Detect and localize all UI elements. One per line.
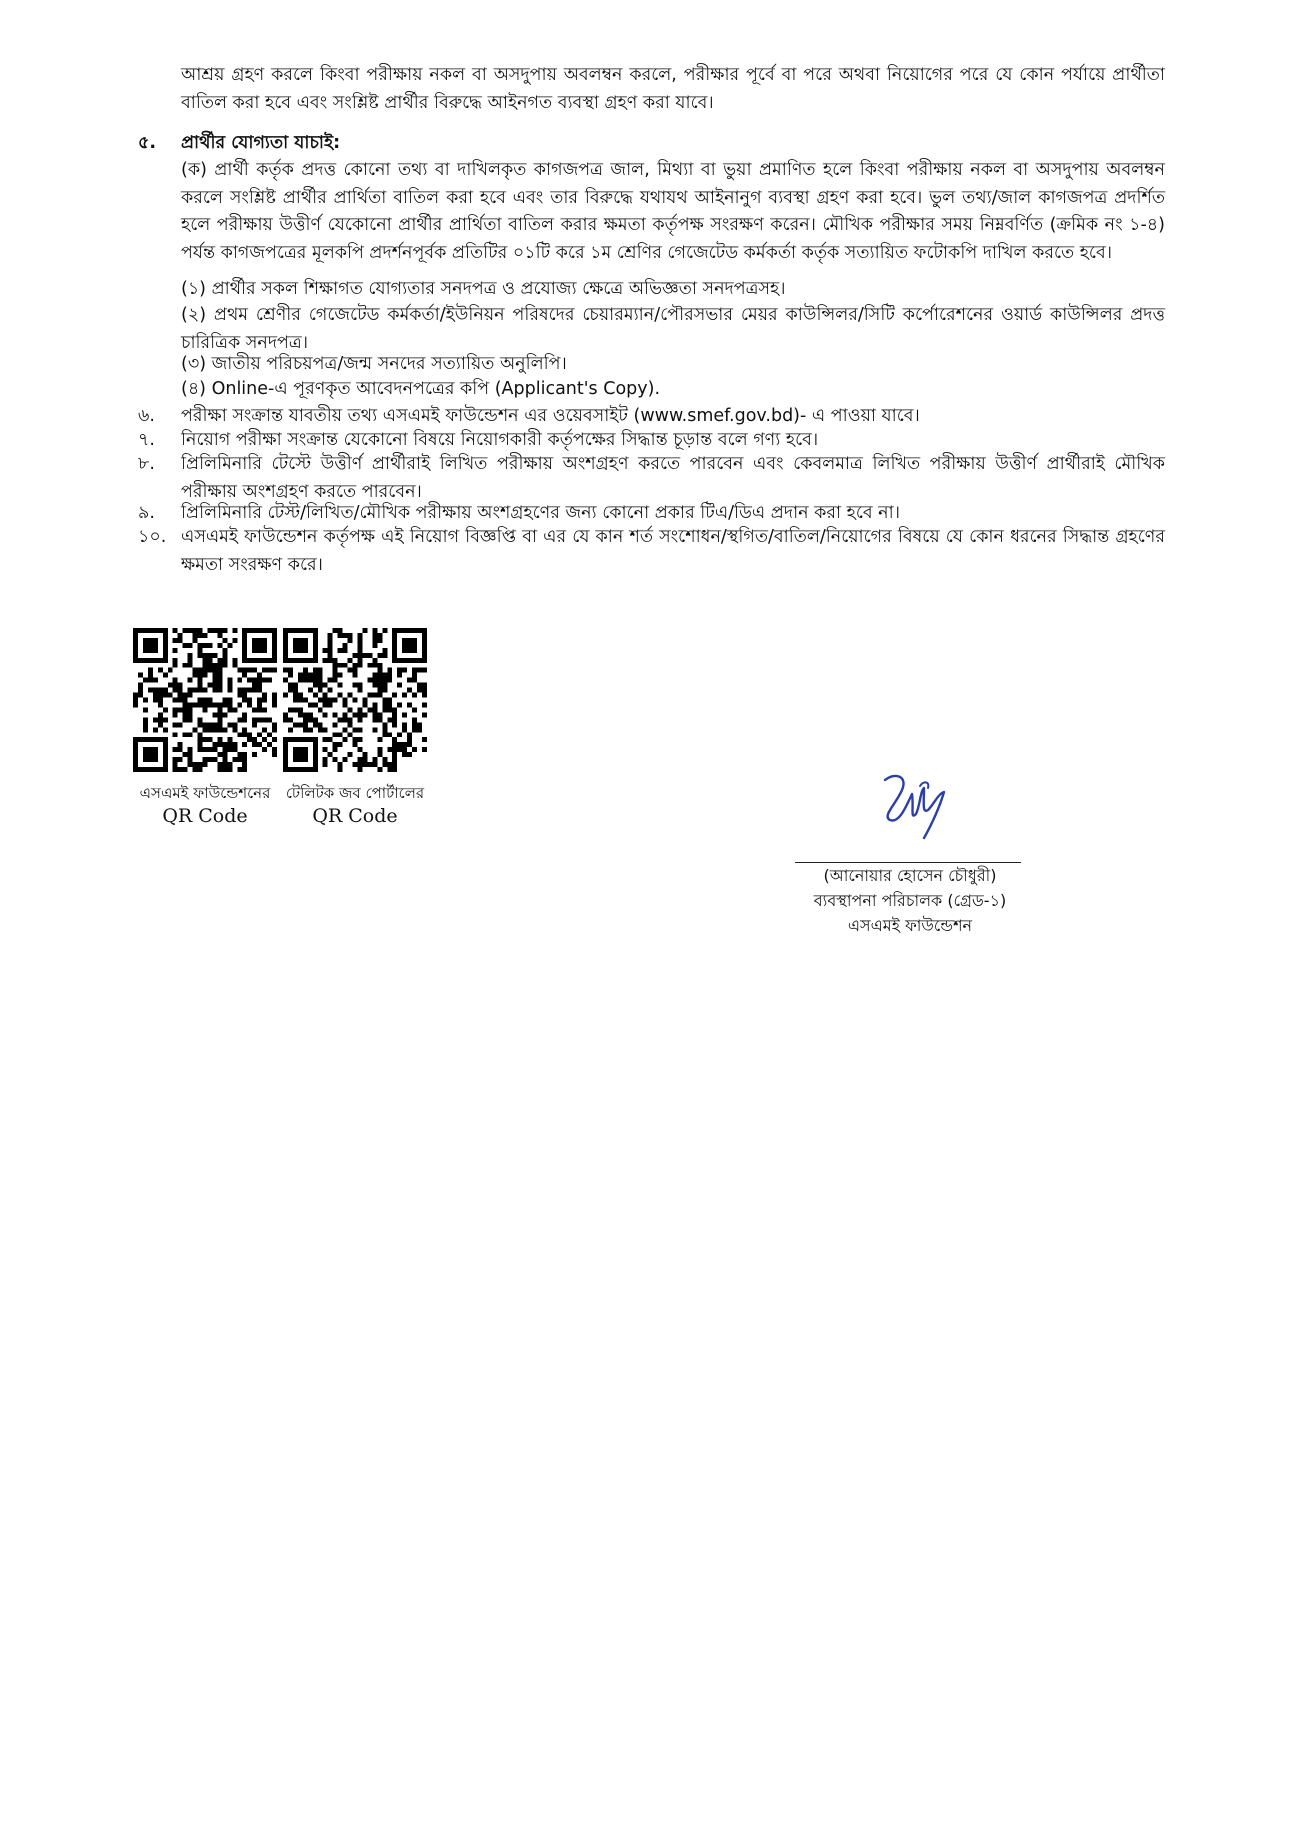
section-5-item-4: (৪) Online-এ পূরণকৃত আবেদনপত্রের কপি (Applicant's Copy). bbox=[181, 379, 661, 399]
list-item-number: ৬. bbox=[138, 406, 155, 426]
qr-code-label: QR Code bbox=[312, 805, 398, 827]
list-item-number: ৭. bbox=[138, 430, 155, 450]
intro-paragraph: আশ্রয় গ্রহণ করলে কিংবা পরীক্ষায় নকল বা অসদুপায় অবলম্বন করলে, পরীক্ষার পূর্বে বা পরে অথবা নিয়োগের পরে যে কোন পর্যায়ে প্রার্থীতা বাতিল করা হবে এবং সংশ্লিষ্ট প্রার্থীর বিরুদ্ধে আইনগত ব্যবস্থা গ্রহণ করা যাবে। bbox=[181, 65, 1165, 113]
qr-code-label: QR Code bbox=[162, 805, 248, 827]
handwritten-signature bbox=[850, 750, 970, 850]
section-5-item-1: (১) প্রার্থীর সকল শিক্ষাগত যোগ্যতার সনদপত্র ও প্রযোজ্য ক্ষেত্রে অভিজ্ঞতা সনদপত্রসহ। bbox=[181, 279, 786, 299]
list-item-text: পরীক্ষা সংক্রান্ত যাবতীয় তথ্য এসএমই ফাউন্ডেশন এর ওয়েবসাইট (www.smef.gov.bd)- এ পাওয়া যাবে। bbox=[181, 406, 920, 426]
qr-block-smef bbox=[120, 628, 290, 828]
qr-block-teletalk bbox=[270, 628, 440, 828]
section-5-item-3: (৩) জাতীয় পরিচয়পত্র/জন্ম সনদের সত্যায়িত অনুলিপি। bbox=[181, 354, 567, 374]
list-item-text: প্রিলিমিনারি টেস্ট/লিখিত/মৌখিক পরীক্ষায় অংশগ্রহণের জন্য কোনো প্রকার টিএ/ডিএ প্রদান করা হবে না। bbox=[181, 503, 900, 523]
section-5-item-2: (২) প্রথম শ্রেণীর গেজেটেড কর্মকর্তা/ইউনিয়ন পরিষদের চেয়ারম্যান/পৌরসভার মেয়র কাউন্সিলর/সিটি কর্পোরেশনের ওয়ার্ড কাউন্সিলর প্রদত্ত চারিত্রিক সনদপত্র। bbox=[181, 305, 1165, 353]
list-item-text: প্রিলিমিনারি টেস্টে উত্তীর্ণ প্রার্থীরাই লিখিত পরীক্ষায় অংশগ্রহণ করতে পারবেন এবং কেবলমাত্র লিখিত পরীক্ষায় উত্তীর্ণ প্রার্থীরাই মৌখিক পরীক্ষায় অংশগ্রহণ করতে পারবেন। bbox=[181, 454, 1165, 502]
qr-code-image[interactable] bbox=[283, 628, 427, 772]
list-item-text: এসএমই ফাউন্ডেশন কর্তৃপক্ষ এই নিয়োগ বিজ্ঞপ্তি বা এর যে কান শর্ত সংশোধন/স্থগিত/বাতিল/নিয়োগের বিষয়ে যে কোন ধরনের সিদ্ধান্ত গ্রহণের ক্ষমতা সংরক্ষণ করে। bbox=[181, 527, 1165, 575]
list-item-number: ৮. bbox=[138, 454, 155, 474]
section-5-paragraph-k: (ক) প্রার্থী কর্তৃক প্রদত্ত কোনো তথ্য বা দাখিলকৃত কাগজপত্র জাল, মিথ্যা বা ভুয়া প্রমাণিত হলে কিংবা পরীক্ষায় নকল বা অসদুপায় অবলম্বন করলে সংশ্লিষ্ট প্রার্থীর প্রার্থিতা বাতিল করা হবে এবং তার বিরুদ্ধে যথাযথ আইনানুগ ব্যবস্থা গ্রহণ করা হবে। ভুল তথ্য/জাল কাগজপত্র প্রদর্শিত হলে পরীক্ষায় উত্তীর্ণ যেকোনো প্রার্থীর প্রার্থিতা বাতিল করার ক্ষমতা কর্তৃপক্ষ সংরক্ষণ করেন। মৌখিক পরীক্ষার সময় নিম্নবর্ণিত (ক্রমিক নং ১-৪) পর্যন্ত কাগজপত্রের মূলকপি প্রদর্শনপূর্বক প্রতিটির ০১টি করে ১ম শ্রেণির গেজেটেড কর্মকর্তা কর্তৃক সত্যায়িত ফটোকপি দাখিল করতে হবে। bbox=[181, 160, 1165, 263]
list-item-text: নিয়োগ পরীক্ষা সংক্রান্ত যেকোনো বিষয়ে নিয়োগকারী কর্তৃপক্ষের সিদ্ধান্ত চূড়ান্ত বলে গণ্য হবে। bbox=[181, 430, 819, 450]
signatory-designation: ব্যবস্থাপনা পরিচালক (গ্রেড-১) bbox=[813, 891, 1007, 910]
signatory-organization: এসএমই ফাউন্ডেশন bbox=[847, 916, 973, 935]
section-5-number: ৫. bbox=[138, 133, 157, 153]
qr-caption: এসএমই ফাউন্ডেশনের bbox=[139, 784, 271, 802]
signature-block bbox=[795, 750, 1025, 938]
qr-code-image[interactable] bbox=[133, 628, 277, 772]
list-item-number: ১০. bbox=[138, 527, 167, 547]
list-item-8 bbox=[138, 451, 1165, 506]
signatory-name: (আনোয়ার হোসেন চৌধুরী) bbox=[823, 866, 997, 885]
list-item-10 bbox=[138, 524, 1165, 579]
section-5-heading bbox=[138, 130, 1165, 158]
qr-caption: টেলিটক জব পোর্টালের bbox=[285, 784, 425, 802]
list-item-number: ৯. bbox=[138, 503, 155, 523]
section-5-title: প্রার্থীর যোগ্যতা যাচাই: bbox=[181, 133, 341, 153]
